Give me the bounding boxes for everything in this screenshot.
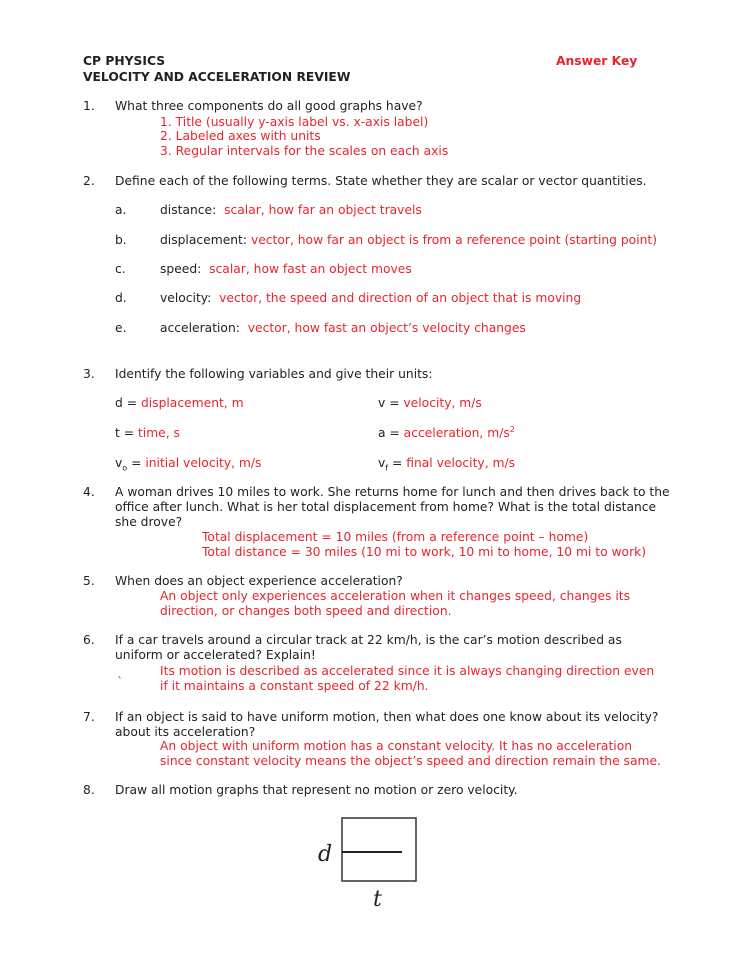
- q1-answer: 1. Title (usually y-axis label vs. x-axis label): [160, 115, 429, 129]
- q2-item: [160, 202, 422, 218]
- zero-velocity-graph: [300, 805, 440, 915]
- q6-answer: Its motion is described as accelerated since it is always changing direction even: [160, 664, 655, 678]
- q2-letter: a.: [115, 203, 127, 217]
- text: acceleration, m/s: [403, 426, 510, 440]
- text: displacement, m: [140, 396, 244, 410]
- text: vector, the speed and direction of an object that is moving: [219, 291, 582, 305]
- q5-answer: direction, or changes both speed and direction.: [160, 604, 452, 618]
- text: displacement:: [160, 233, 248, 247]
- text: time, s: [137, 426, 180, 440]
- q3-var: [115, 455, 261, 471]
- text: v: [378, 456, 386, 470]
- q2-item: [160, 261, 412, 277]
- stray-mark: `: [117, 675, 124, 689]
- text: velocity, m/s: [403, 396, 482, 410]
- q8-text: Draw all motion graphs that represent no motion or zero velocity.: [115, 783, 518, 797]
- q7-answer: An object with uniform motion has a constant velocity. It has no acceleration: [160, 739, 633, 753]
- answer-key-label: Answer Key: [556, 54, 638, 68]
- text: distance:: [160, 203, 217, 217]
- text: scalar, how far an object travels: [224, 203, 422, 217]
- q2-letter: c.: [115, 262, 126, 276]
- q7-text: about its acceleration?: [115, 725, 256, 739]
- q4-text: she drove?: [115, 515, 183, 529]
- text: scalar, how fast an object moves: [209, 262, 412, 276]
- text: velocity:: [160, 291, 212, 305]
- text: vector, how far an object is from a reference point (starting point): [250, 233, 658, 247]
- q2-item: [160, 290, 581, 306]
- q6-number: 6.: [83, 633, 95, 647]
- q1-answer: 2. Labeled axes with units: [160, 129, 321, 143]
- q3-text: Identify the following variables and give their units:: [115, 367, 433, 381]
- text: a: [378, 426, 386, 440]
- q4-answer: Total distance = 30 miles (10 mi to work, 10 mi to home, 10 mi to work): [202, 545, 647, 559]
- q2-letter: e.: [115, 321, 127, 335]
- text: final velocity, m/s: [406, 456, 516, 470]
- q3-var: [378, 425, 515, 441]
- text: f: [385, 463, 389, 473]
- text: =: [385, 426, 404, 440]
- q4-text: A woman drives 10 miles to work. She returns home for lunch and then drives back to the: [115, 485, 670, 499]
- q3-var: [378, 455, 515, 471]
- text: o: [122, 463, 128, 473]
- graph-xlabel: t: [373, 887, 382, 912]
- q2-letter: b.: [115, 233, 127, 247]
- text: =: [388, 456, 407, 470]
- text: initial velocity, m/s: [145, 456, 262, 470]
- text: speed:: [160, 262, 202, 276]
- graph-ylabel: d: [318, 842, 333, 867]
- q7-number: 7.: [83, 710, 95, 724]
- text: =: [127, 456, 146, 470]
- text: vector, how fast an object’s velocity changes: [247, 321, 526, 335]
- text: 2: [509, 424, 515, 434]
- q4-answer: Total displacement = 10 miles (from a reference point – home): [202, 530, 589, 544]
- q2-letter: d.: [115, 291, 127, 305]
- q6-text: uniform or accelerated? Explain!: [115, 648, 316, 662]
- q8-number: 8.: [83, 783, 95, 797]
- q6-answer: if it maintains a constant speed of 22 km/h.: [160, 679, 429, 693]
- q2-item: [160, 232, 657, 248]
- q1-text: What three components do all good graphs have?: [115, 99, 423, 113]
- q5-text: When does an object experience acceleration?: [115, 574, 403, 588]
- q4-text: office after lunch. What is her total displacement from home? What is the total distance: [115, 500, 657, 514]
- q5-number: 5.: [83, 574, 95, 588]
- q2-item: [160, 320, 526, 336]
- q5-answer: An object only experiences acceleration when it changes speed, changes its: [160, 589, 630, 603]
- q1-number: 1.: [83, 99, 95, 113]
- q3-var: [378, 395, 482, 411]
- q7-answer: since constant velocity means the object’s speed and direction remain the same.: [160, 754, 661, 768]
- q2-text: Define each of the following terms. State whether they are scalar or vector quantities.: [115, 174, 647, 188]
- text: t: [115, 426, 120, 440]
- text: =: [119, 426, 138, 440]
- q1-answer: 3. Regular intervals for the scales on each axis: [160, 144, 449, 158]
- text: =: [122, 396, 141, 410]
- q2-number: 2.: [83, 174, 95, 188]
- text: v: [115, 456, 123, 470]
- text: acceleration:: [160, 321, 240, 335]
- text: v: [378, 396, 386, 410]
- course-title: CP PHYSICS: [83, 54, 166, 68]
- page-title: VELOCITY AND ACCELERATION REVIEW: [83, 70, 351, 84]
- q3-var: [115, 425, 180, 441]
- q6-text: If a car travels around a circular track at 22 km/h, is the car’s motion described as: [115, 633, 622, 647]
- q4-number: 4.: [83, 485, 95, 499]
- graph-frame: [342, 818, 416, 881]
- q3-var: [115, 395, 244, 411]
- q7-text: If an object is said to have uniform motion, then what does one know about its velocity?: [115, 710, 659, 724]
- q3-number: 3.: [83, 367, 95, 381]
- text: =: [385, 396, 404, 410]
- text: d: [115, 396, 123, 410]
